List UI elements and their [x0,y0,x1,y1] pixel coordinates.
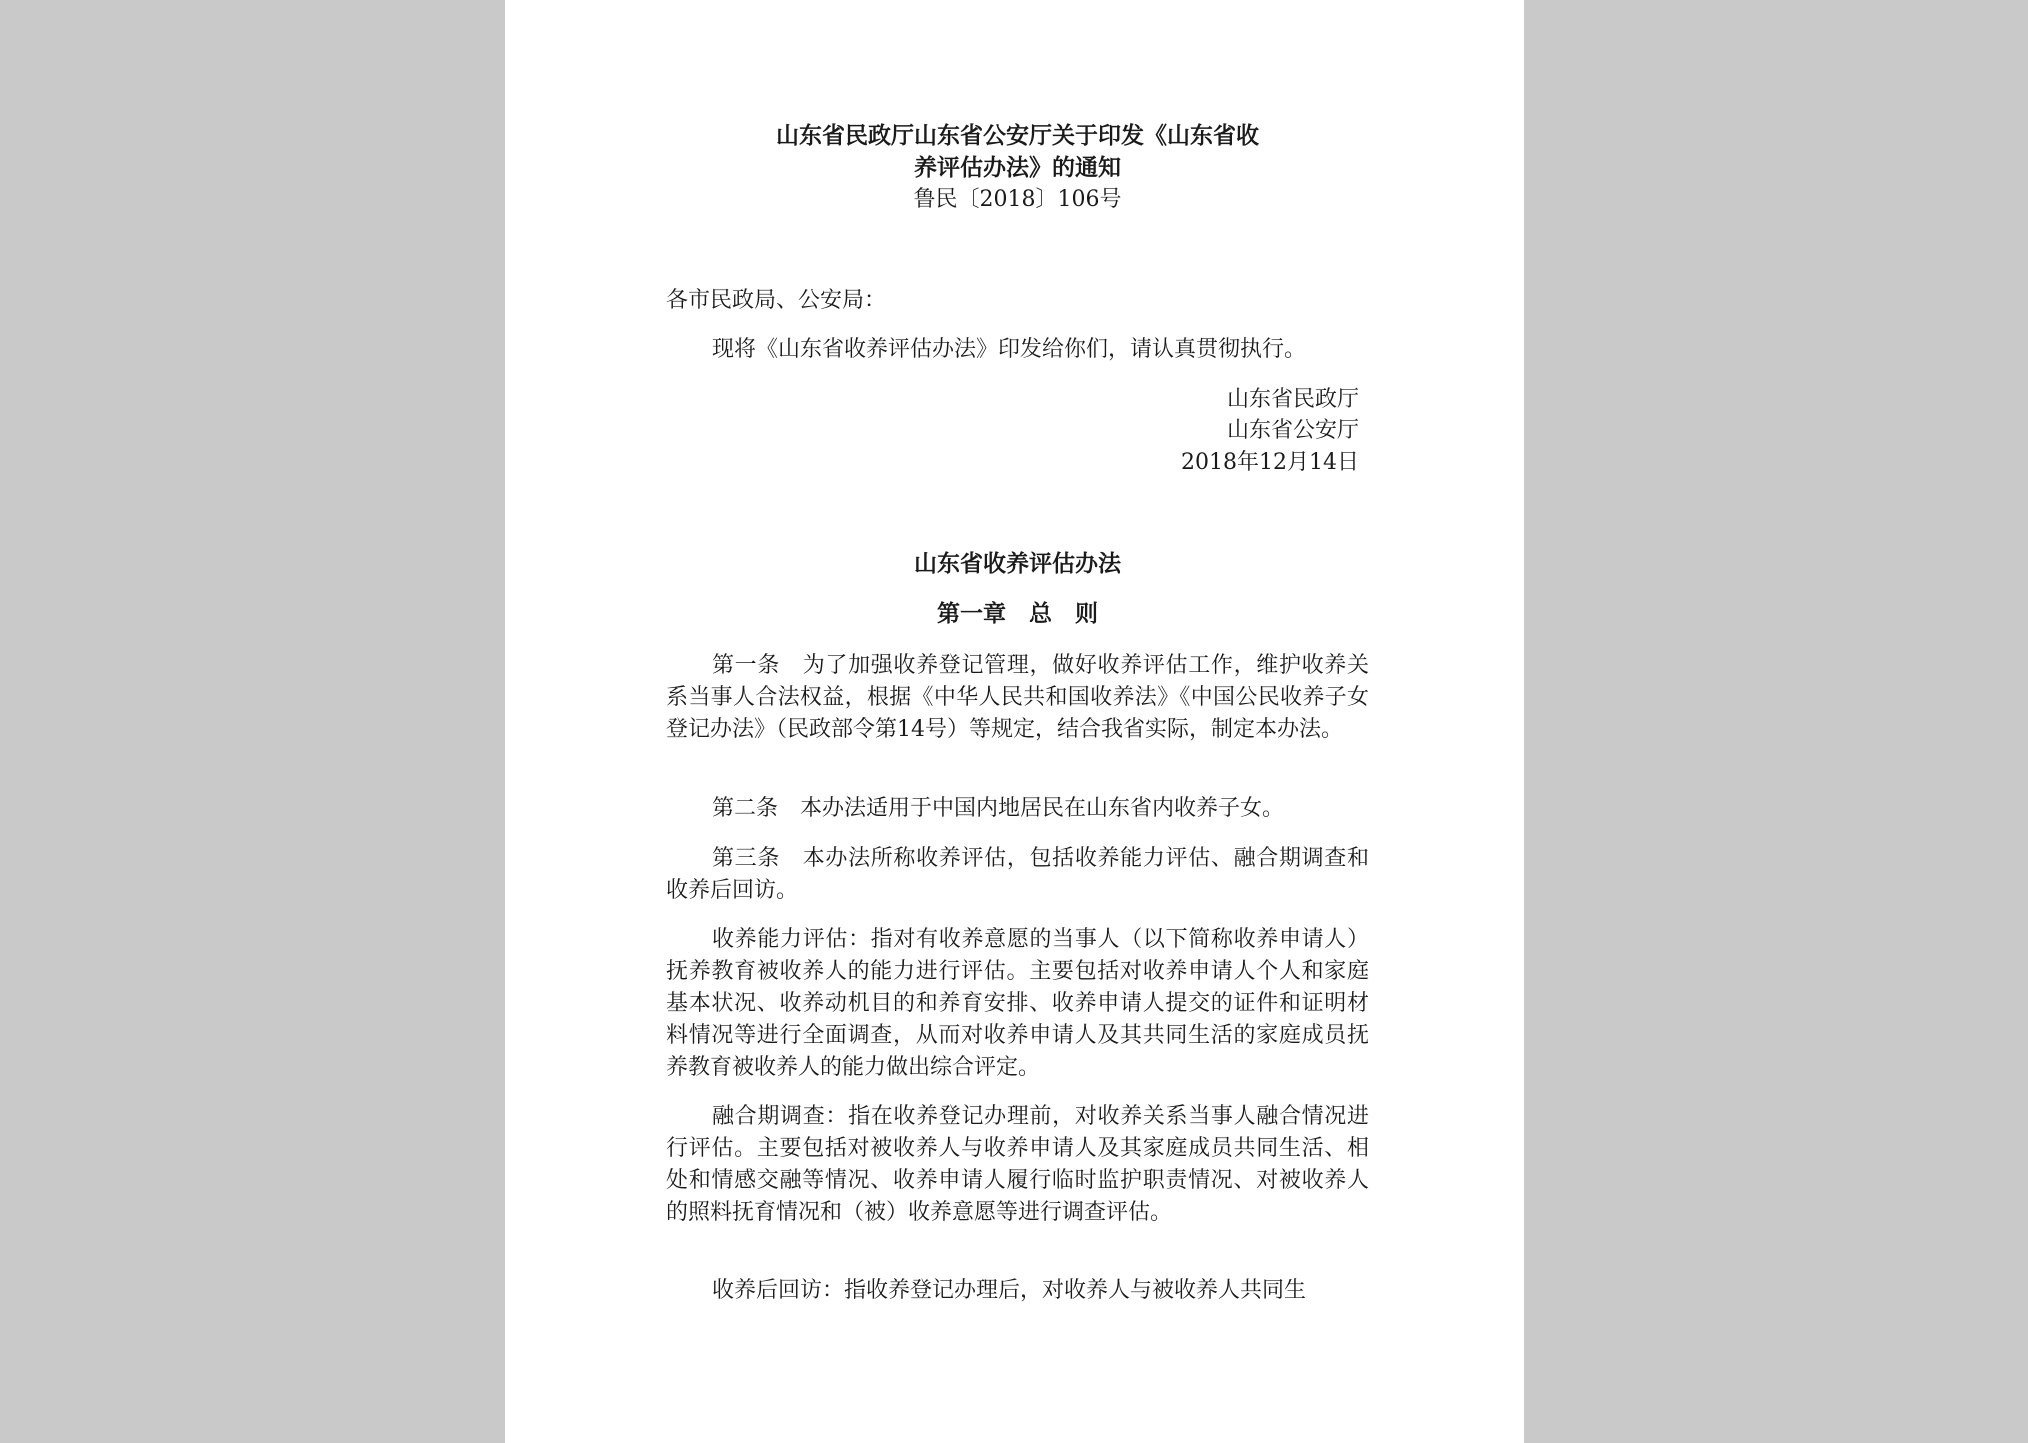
notice-title-line1: 山东省民政厅山东省公安厅关于印发《山东省收 [776,122,1259,149]
article-2: 第二条 本办法适用于中国内地居民在山东省内收养子女。 [712,796,1285,821]
integration-survey-paragraph: 融合期调查：指在收养登记办理前，对收养关系当事人融合情况进行评估。主要包括对被收养人与收养申请人及其家庭成员共同生活、相处和情感交融等情况、收养申请人履行临时监护职责情况、对被收养人的照料抚育情况和（被）收养意愿等进行调查评估。 [666,1104,1369,1225]
document-page [505,0,1524,1443]
notice-title-line2: 养评估办法》的通知 [914,154,1121,181]
regulation-title: 山东省收养评估办法 [914,550,1121,577]
capacity-assessment-paragraph: 收养能力评估：指对有收养意愿的当事人（以下简称收养申请人）抚养教育被收养人的能力进行评估。主要包括对收养申请人个人和家庭基本状况、收养动机目的和养育安排、收养申请人提交的证件和证明材料情况等进行全面调查，从而对收养申请人及其共同生活的家庭成员抚养教育被收养人的能力做出综合评定。 [666,927,1369,1080]
follow-up-visit-paragraph: 收养后回访：指收养登记办理后，对收养人与被收养人共同生 [712,1278,1307,1303]
notice-body: 现将《山东省收养评估办法》印发给你们，请认真贯彻执行。 [712,337,1307,362]
salutation: 各市民政局、公安局： [666,288,887,313]
article-3: 第三条 本办法所称收养评估，包括收养能力评估、融合期调查和收养后回访。 [666,846,1369,903]
issuer-civil-affairs: 山东省民政厅 [1226,387,1359,412]
issue-date: 2018年12月14日 [1181,450,1359,475]
document-number: 鲁民〔2018〕106号 [913,187,1122,212]
chapter-heading: 第一章 总 则 [937,600,1098,627]
article-1: 第一条 为了加强收养登记管理，做好收养评估工作，维护收养关系当事人合法权益，根据《中华人民共和国收养法》《中国公民收养子女登记办法》（民政部令第14号）等规定，结合我省实际，制定本办法。 [666,653,1369,742]
issuer-public-security: 山东省公安厅 [1226,418,1359,443]
